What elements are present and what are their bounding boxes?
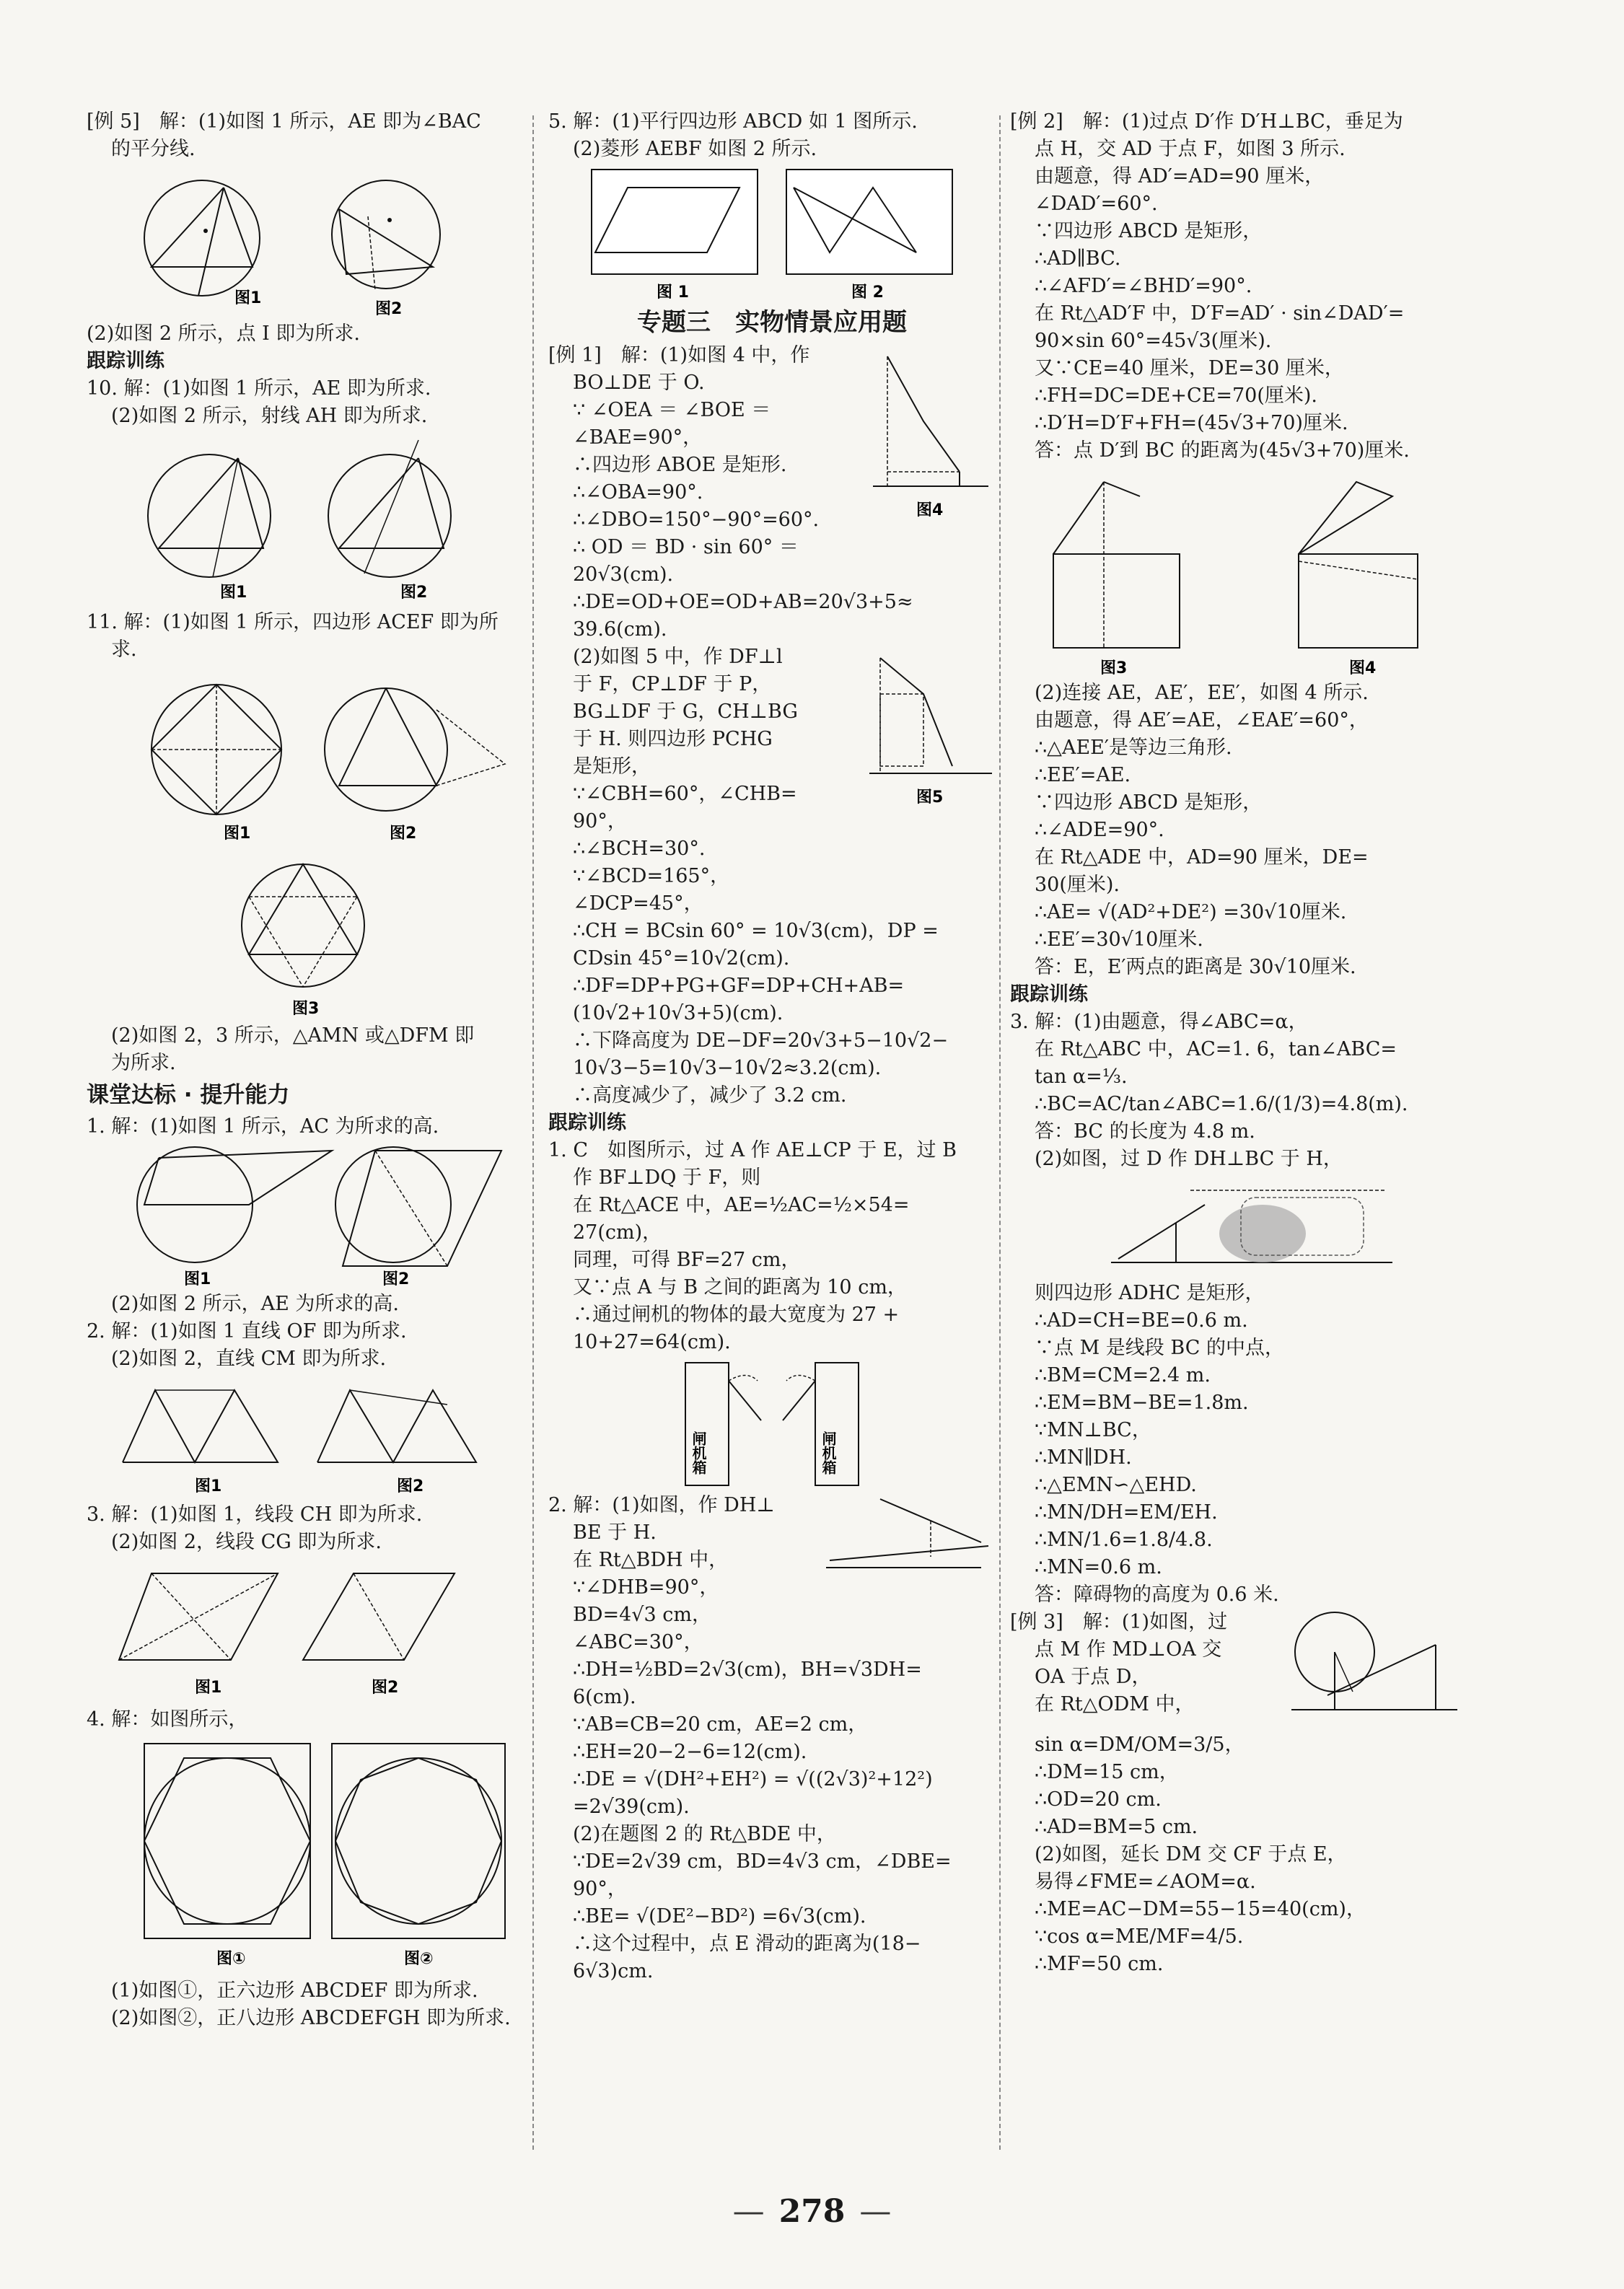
text-line: ∵四边形 ABCD 是矩形， bbox=[1035, 220, 1263, 242]
text-line: ∴DH=½BD=2√3(cm)，BH=√3DH= bbox=[573, 1658, 922, 1681]
text-line: ∠DAD′=60°. bbox=[1035, 193, 1158, 215]
section-heading: 跟踪训练 bbox=[548, 1112, 626, 1134]
text-line: ∴EE′=AE. bbox=[1035, 764, 1131, 786]
text-line: ∴下降高度为 DE−DF=20√3+5−10√2− bbox=[573, 1029, 949, 1052]
text-line: ∴MF=50 cm. bbox=[1035, 1953, 1164, 1975]
text-line: 10√3−5=10√3−10√2≈3.2(cm). bbox=[573, 1057, 882, 1079]
text-line: (10√2+10√3+5)(cm). bbox=[573, 1002, 784, 1024]
figure-caption: 图 1 bbox=[657, 284, 689, 302]
topic-title: 专题三 实物情景应用题 bbox=[637, 308, 907, 337]
text-line: ∴ OD ＝ BD · sin 60° ＝ bbox=[573, 536, 799, 558]
text-line: (2)如图，过 D 作 DH⊥BC 于 H， bbox=[1035, 1148, 1343, 1170]
figure-caption: 图2 bbox=[372, 1679, 399, 1697]
text-line: (2)如图②，正八边形 ABCDEFGH 即为所求. bbox=[111, 2007, 511, 2029]
figure-caption: 图1 bbox=[220, 584, 247, 602]
text-line: 由题意，得 AD′=AD=90 厘米， bbox=[1035, 165, 1325, 188]
text-line: 同理，可得 BF=27 cm， bbox=[573, 1249, 801, 1271]
text-line: CDsin 45°=10√2(cm). bbox=[573, 947, 790, 970]
figure-5 bbox=[866, 643, 996, 817]
figure-4 bbox=[866, 342, 996, 537]
text-line: 4. 解：如图所示， bbox=[87, 1708, 248, 1731]
text-line: BE 于 H. bbox=[573, 1521, 657, 1544]
circle-ruler-figure bbox=[1284, 1609, 1465, 1731]
figure-caption: 图 2 bbox=[851, 284, 884, 302]
text-line: ∴AD∥BC. bbox=[1035, 247, 1121, 270]
figure-caption: 图3 bbox=[292, 1000, 320, 1018]
text-line: (2)如图 2，3 所示，△AMN 或△DFM 即 bbox=[111, 1024, 475, 1047]
column-left bbox=[87, 108, 519, 2032]
text-line: 是矩形， bbox=[573, 755, 651, 778]
text-line: (1)如图①，正六边形 ABCDEF 即为所求. bbox=[111, 1980, 478, 2002]
text-line: ∴DE=OD+OE=OD+AB=20√3+5≈ bbox=[573, 591, 913, 613]
text-line: (2)如图 5 中，作 DF⊥l bbox=[573, 646, 783, 668]
text-line: 6(cm). bbox=[573, 1686, 636, 1708]
section-heading: 跟踪训练 bbox=[87, 350, 164, 372]
text-line: ∵MN⊥BC， bbox=[1035, 1419, 1151, 1441]
text-line: 在 Rt△ABC 中，AC=1. 6，tan∠ABC= bbox=[1035, 1038, 1397, 1060]
text-line: 39.6(cm). bbox=[573, 618, 667, 641]
text-line: 90×sin 60°=45√3(厘米). bbox=[1035, 330, 1272, 352]
text-line: 答：E，E′两点的距离是 30√10厘米. bbox=[1035, 956, 1356, 978]
text-line: ∴MN∥DH. bbox=[1035, 1446, 1132, 1469]
cabinet-figures bbox=[1039, 467, 1443, 677]
text-line: 1. 解：(1)如图 1 所示，AC 为所求的高. bbox=[87, 1115, 439, 1138]
text-line: 答：点 D′到 BC 的距离为(45√3+70)厘米. bbox=[1035, 439, 1410, 462]
text-line: 的平分线. bbox=[111, 138, 196, 160]
figure-caption: 图4 bbox=[1349, 659, 1377, 677]
text-line: ∴MN/1.6=1.8/4.8. bbox=[1035, 1529, 1213, 1551]
text-line: 又∵CE=40 厘米，DE=30 厘米， bbox=[1035, 357, 1344, 379]
column-right bbox=[1010, 108, 1465, 1978]
figure-caption: 图1 bbox=[234, 289, 262, 307]
gate-machine-figure bbox=[678, 1359, 866, 1489]
text-line: 答：BC 的长度为 4.8 m. bbox=[1035, 1120, 1255, 1143]
text-line: 在 Rt△ACE 中，AE=½AC=½×54= bbox=[573, 1194, 910, 1216]
text-line: 20√3(cm). bbox=[573, 563, 674, 586]
text-line: tan α=⅓. bbox=[1035, 1066, 1128, 1088]
text-line: ∴AD=CH=BE=0.6 m. bbox=[1035, 1309, 1248, 1332]
text-line: ∴∠BCH=30°. bbox=[573, 838, 706, 860]
text-line: ∴OD=20 cm. bbox=[1035, 1788, 1162, 1811]
text-line: ∴∠OBA=90°. bbox=[573, 481, 703, 504]
text-line: 求. bbox=[111, 638, 137, 661]
text-line: 为所求. bbox=[111, 1052, 176, 1074]
line-figures bbox=[115, 1376, 505, 1498]
text-line: ∴∠ADE=90°. bbox=[1035, 819, 1164, 841]
gate-label: 闸机箱 bbox=[820, 1431, 837, 1475]
figure-caption: 图2 bbox=[400, 584, 428, 602]
text-line: ∴FH=DC=DE+CE=70(厘米). bbox=[1035, 385, 1317, 407]
text-line: 11. 解：(1)如图 1 所示，四边形 ACEF 即为所 bbox=[87, 611, 499, 633]
text-line: (2)菱形 AEBF 如图 2 所示. bbox=[573, 138, 817, 160]
grid-polygon-figures bbox=[115, 1736, 519, 1974]
slider-figure bbox=[822, 1492, 996, 1600]
text-line: 在 Rt△ADE 中，AD=90 厘米，DE= bbox=[1035, 846, 1369, 869]
text-line: 10. 解：(1)如图 1 所示，AE 即为所求. bbox=[87, 377, 431, 400]
circle-triangle-figures bbox=[115, 433, 491, 606]
text-line: 5. 解：(1)平行四边形 ABCD 如 1 图所示. bbox=[548, 110, 918, 133]
section-title: 课堂达标 · 提升能力 bbox=[87, 1082, 290, 1108]
text-line: ∴DF=DP+PG+GF=DP+CH+AB= bbox=[573, 975, 905, 997]
grid-parallelogram-figures bbox=[577, 166, 981, 303]
figure-caption: 图① bbox=[216, 1950, 246, 1968]
text-line: ∴MN=0.6 m. bbox=[1035, 1556, 1162, 1578]
text-line: ∴通过闸机的物体的最大宽度为 27 + bbox=[573, 1304, 900, 1326]
text-line: ∴MN/DH=EM/EH. bbox=[1035, 1501, 1218, 1524]
text-line: 则四边形 ADHC 是矩形， bbox=[1035, 1282, 1265, 1304]
text-line: ∵四边形 ABCD 是矩形， bbox=[1035, 791, 1263, 814]
text-line: 在 Rt△ODM 中， bbox=[1035, 1693, 1195, 1715]
text-line: ∴AE= √(AD²+DE²) =30√10厘米. bbox=[1035, 901, 1347, 923]
text-line: 由题意，得 AE′=AE，∠EAE′=60°， bbox=[1035, 709, 1369, 731]
text-line: (2)如图，延长 DM 交 CF 于点 E， bbox=[1035, 1843, 1347, 1866]
text-line: 30(厘米). bbox=[1035, 874, 1120, 896]
text-line: ∴CH = BCsin 60° = 10√3(cm)，DP = bbox=[573, 920, 939, 942]
figure-caption: 图4 bbox=[916, 501, 944, 519]
text-line: ∵点 M 是线段 BC 的中点， bbox=[1035, 1337, 1284, 1359]
text-line: (2)在题图 2 的 Rt△BDE 中， bbox=[573, 1823, 836, 1845]
text-line: 3. 解：(1)由题意，得∠ABC=α， bbox=[1010, 1011, 1308, 1033]
text-line: ∴EE′=30√10厘米. bbox=[1035, 928, 1203, 951]
gate-label: 闸机箱 bbox=[690, 1431, 707, 1475]
text-line: ∵ ∠OEA ＝ ∠BOE ＝ bbox=[573, 399, 771, 421]
text-line: 点 H，交 AD 于点 F，如图 3 所示. bbox=[1035, 138, 1346, 160]
text-line: 90°， bbox=[573, 1878, 627, 1900]
car-barrier-figure bbox=[1104, 1176, 1407, 1277]
text-line: 在 Rt△BDH 中， bbox=[573, 1549, 729, 1571]
text-line: 10+27=64(cm). bbox=[573, 1331, 731, 1353]
text-line: ∠BAE=90°， bbox=[573, 426, 703, 449]
text-line: 1. C 如图所示，过 A 作 AE⊥CP 于 E，过 B bbox=[548, 1139, 957, 1161]
circle-triangle-figure-3 bbox=[216, 846, 404, 1019]
text-line: ∵DE=2√39 cm，BD=4√3 cm，∠DBE= bbox=[573, 1850, 952, 1873]
text-line: [例 5] 解：(1)如图 1 所示，AE 即为∠BAC bbox=[87, 110, 481, 133]
text-line: ∴EH=20−2−6=12(cm). bbox=[573, 1741, 807, 1763]
text-line: 在 Rt△AD′F 中，D′F=AD′ · sin∠DAD′= bbox=[1035, 302, 1405, 325]
text-line: ∵∠CBH=60°，∠CHB= bbox=[573, 783, 797, 805]
text-line: ∵∠DHB=90°， bbox=[573, 1576, 719, 1599]
text-line: ∴高度减少了，减少了 3.2 cm. bbox=[573, 1084, 847, 1107]
figure-caption: 图1 bbox=[195, 1679, 222, 1697]
text-line: (2)如图 2，线段 CG 即为所求. bbox=[111, 1531, 382, 1553]
column-divider bbox=[999, 115, 1001, 2150]
altitude-figures bbox=[115, 1143, 505, 1288]
text-line: (2)如图 2 所示，AE 为所求的高. bbox=[111, 1293, 399, 1315]
text-line: ∴D′H=D′F+FH=(45√3+70)厘米. bbox=[1035, 412, 1348, 434]
text-line: 2. 解：(1)如图，作 DH⊥ bbox=[548, 1494, 775, 1516]
page-number-value: 278 bbox=[778, 2193, 846, 2230]
text-line: BO⊥DE 于 O. bbox=[573, 372, 705, 394]
text-line: 3. 解：(1)如图 1，线段 CH 即为所求. bbox=[87, 1503, 423, 1526]
figure-caption: 图2 bbox=[390, 825, 417, 843]
text-line: (2)如图 2 所示，点 I 即为所求. bbox=[87, 322, 361, 345]
figure-caption: 图2 bbox=[375, 300, 403, 317]
text-line: ∴∠DBO=150°−90°=60°. bbox=[573, 509, 820, 531]
column-divider bbox=[532, 115, 534, 2150]
text-line: ∠ABC=30°， bbox=[573, 1631, 703, 1653]
section-heading: 跟踪训练 bbox=[1010, 983, 1088, 1006]
text-line: ∴EM=BM−BE=1.8m. bbox=[1035, 1392, 1249, 1414]
text-line: ∴∠AFD′=∠BHD′=90°. bbox=[1035, 275, 1252, 297]
text-line: =2√39(cm). bbox=[573, 1796, 690, 1818]
circle-bisector-figures bbox=[115, 166, 491, 317]
text-line: [例 2] 解：(1)过点 D′作 D′H⊥BC，垂足为 bbox=[1010, 110, 1403, 133]
text-line: 答：障碍物的高度为 0.6 米. bbox=[1035, 1583, 1279, 1606]
text-line: ∴△AEE′是等边三角形. bbox=[1035, 737, 1232, 759]
parallelogram-figures bbox=[115, 1559, 505, 1703]
text-line: ∴四边形 ABOE 是矩形. bbox=[573, 454, 787, 476]
text-line: 又∵点 A 与 B 之间的距离为 10 cm， bbox=[573, 1276, 907, 1299]
text-line: ∴ME=AC−DM=55−15=40(cm)， bbox=[1035, 1898, 1366, 1920]
text-line: (2)如图 2，直线 CM 即为所求. bbox=[111, 1348, 387, 1370]
text-line: ∵cos α=ME/MF=4/5. bbox=[1035, 1925, 1244, 1948]
text-line: sin α=DM/OM=3/5， bbox=[1035, 1734, 1245, 1756]
text-line: ∵∠BCD=165°， bbox=[573, 865, 730, 887]
text-line: 6√3)cm. bbox=[573, 1960, 654, 1982]
text-line: [例 1] 解：(1)如图 4 中，作 bbox=[548, 344, 810, 366]
text-line: ∵AB=CB=20 cm，AE=2 cm， bbox=[573, 1713, 868, 1736]
text-line: 于 F，CP⊥DF 于 P， bbox=[573, 673, 772, 695]
text-line: ∴DE = √(DH²+EH²) = √((2√3)²+12²) bbox=[573, 1768, 933, 1791]
text-line: BG⊥DF 于 G，CH⊥BG bbox=[573, 700, 798, 723]
figure-caption: 图3 bbox=[1100, 659, 1128, 677]
text-line: (2)如图 2 所示，射线 AH 即为所求. bbox=[111, 405, 428, 427]
figure-caption: 图② bbox=[404, 1950, 434, 1968]
figure-caption: 图1 bbox=[184, 1270, 211, 1288]
text-line: ∴AD=BM=5 cm. bbox=[1035, 1816, 1198, 1838]
text-line: 点 M 作 MD⊥OA 交 bbox=[1035, 1638, 1222, 1661]
column-middle bbox=[548, 108, 996, 1985]
figure-caption: 图1 bbox=[195, 1477, 222, 1495]
figure-caption: 图1 bbox=[224, 825, 251, 843]
figure-caption: 图2 bbox=[382, 1270, 410, 1288]
text-line: [例 3] 解：(1)如图，过 bbox=[1010, 1611, 1228, 1633]
text-line: OA 于点 D， bbox=[1035, 1666, 1151, 1688]
text-line: ∴DM=15 cm， bbox=[1035, 1761, 1179, 1783]
text-line: ∴△EMN∽△EHD. bbox=[1035, 1474, 1197, 1496]
text-line: ∠DCP=45°， bbox=[573, 892, 703, 915]
text-line: ∴BC=AC/tan∠ABC=1.6/(1/3)=4.8(m). bbox=[1035, 1093, 1408, 1115]
text-line: ∴BM=CM=2.4 m. bbox=[1035, 1364, 1211, 1387]
text-line: 于 H. 则四边形 PCHG bbox=[573, 728, 773, 750]
figure-caption: 图2 bbox=[397, 1477, 424, 1495]
text-line: 27(cm)， bbox=[573, 1221, 662, 1244]
text-line: 2. 解：(1)如图 1 直线 OF 即为所求. bbox=[87, 1320, 407, 1343]
text-line: 90°， bbox=[573, 810, 627, 832]
text-line: BD=4√3 cm， bbox=[573, 1604, 711, 1626]
text-line: ∴这个过程中，点 E 滑动的距离为(18− bbox=[573, 1933, 921, 1955]
text-line: 作 BF⊥DQ 于 F，则 bbox=[573, 1167, 761, 1189]
text-line: (2)连接 AE，AE′，EE′，如图 4 所示. bbox=[1035, 682, 1369, 704]
text-line: 易得∠FME=∠AOM=α. bbox=[1035, 1871, 1256, 1893]
page-number: — 278 — bbox=[732, 2193, 892, 2230]
text-line: ∴BE= √(DE²−BD²) =6√3(cm). bbox=[573, 1905, 866, 1928]
inscribed-square-figures bbox=[115, 667, 519, 843]
figure-caption: 图5 bbox=[916, 788, 944, 807]
